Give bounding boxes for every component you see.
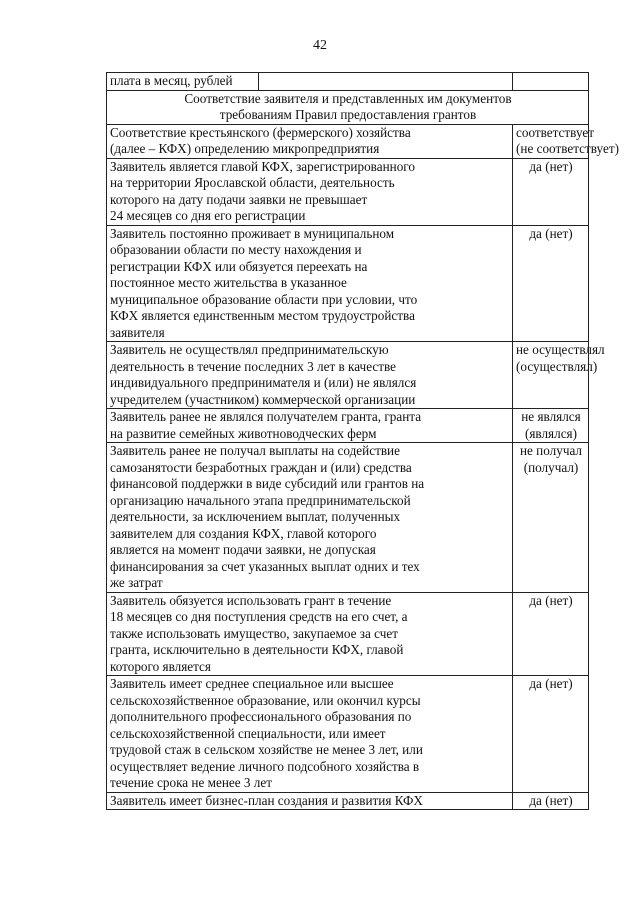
- criteria-row: [107, 792, 589, 810]
- criteria-value: [513, 342, 605, 409]
- criteria-line: заявителя: [110, 324, 165, 340]
- criteria-row: [107, 592, 589, 676]
- criteria-line: организацию начального этапа предпринимательской: [110, 492, 411, 508]
- criteria-line: деятельность в течение последних 3 лет в качестве: [110, 358, 396, 374]
- section-header-row: [107, 90, 589, 124]
- criteria-value-line: да (нет): [529, 225, 573, 241]
- criteria-text: [107, 225, 513, 342]
- criteria-value: [513, 592, 589, 676]
- criteria-value-line: да (нет): [529, 158, 573, 174]
- criteria-value: [513, 124, 619, 158]
- criteria-line: гранта, исключительно в деятельности КФХ, главой: [110, 642, 404, 657]
- criteria-row: [107, 443, 589, 593]
- criteria-row: [107, 676, 589, 793]
- criteria-line: которого является: [110, 658, 211, 674]
- criteria-value-line: да (нет): [529, 792, 573, 808]
- criteria-value-line: (не соответствует): [516, 141, 619, 156]
- criteria-line: Заявитель ранее не получал выплаты на содействие: [110, 443, 400, 458]
- criteria-value: [513, 792, 589, 810]
- top-row-label: плата в месяц, рублей: [107, 73, 259, 91]
- section-header: [107, 90, 589, 124]
- criteria-value-line: (получал): [523, 459, 579, 475]
- criteria-line: финансирования за счет указанных выплат одних и тех: [110, 558, 420, 574]
- criteria-line: течение срока не менее 3 лет: [110, 775, 272, 790]
- page-number: 42: [313, 38, 327, 53]
- criteria-value: [513, 676, 589, 793]
- criteria-line: сельскохозяйственное образование, или окончил курсы: [110, 692, 421, 708]
- criteria-row: [107, 342, 589, 409]
- criteria-line: является на момент подачи заявки, не допуская: [110, 542, 376, 557]
- criteria-line: дополнительного профессионального образования по: [110, 709, 412, 724]
- criteria-text: [107, 443, 513, 593]
- criteria-line: Заявитель обязуется использовать грант в течение: [110, 592, 392, 608]
- criteria-line: которого на дату подачи заявки не превышает: [110, 191, 368, 207]
- criteria-line: образовании области по месту нахождения и: [110, 242, 362, 257]
- criteria-line: Соответствие крестьянского (фермерского) хозяйства: [110, 124, 411, 140]
- criteria-line: Заявитель имеет среднее специальное или высшее: [110, 676, 394, 691]
- criteria-line: самозанятости безработных граждан и (или) средства: [110, 459, 412, 475]
- criteria-line: трудовой стаж в сельском хозяйстве не менее 3 лет, или: [110, 742, 423, 757]
- criteria-value: [513, 225, 589, 342]
- criteria-text: [107, 592, 513, 676]
- criteria-value-line: (осуществлял): [516, 358, 598, 374]
- criteria-text: [107, 409, 513, 443]
- criteria-line: Заявитель имеет бизнес-план создания и развития КФХ: [110, 792, 423, 808]
- criteria-line: Заявитель ранее не являлся получателем гранта, гранта: [110, 409, 422, 424]
- criteria-text: [107, 124, 513, 158]
- criteria-value-line: не являлся: [521, 409, 581, 424]
- criteria-text: [107, 158, 513, 225]
- criteria-text: [107, 342, 513, 409]
- criteria-line: индивидуального предпринимателя и (или) не являлся: [110, 375, 417, 390]
- requirements-table: [106, 72, 619, 810]
- criteria-line: сельскохозяйственной специальности, или имеет: [110, 725, 386, 741]
- section-header-line: Соответствие заявителя и представленных им документов: [184, 90, 512, 106]
- criteria-value: [513, 158, 589, 225]
- criteria-line: на территории Ярославской области, деятельность: [110, 175, 395, 190]
- criteria-line: деятельности, за исключением выплат, полученных: [110, 509, 401, 524]
- criteria-row: [107, 225, 589, 342]
- criteria-line: осуществляет ведение личного подсобного хозяйства в: [110, 758, 420, 774]
- criteria-line: (далее – КФХ) определению микропредприятия: [110, 141, 380, 156]
- criteria-line: постоянное место жительства в указанное: [110, 275, 347, 290]
- criteria-value: [513, 409, 589, 443]
- criteria-line: муниципальное образование области при условии, что: [110, 291, 418, 307]
- criteria-line: Заявитель не осуществлял предпринимательскую: [110, 342, 389, 357]
- criteria-line: 24 месяцев со дня его регистрации: [110, 208, 306, 223]
- criteria-row: [107, 124, 589, 158]
- criteria-value-line: не осуществлял: [516, 342, 605, 357]
- criteria-line: финансовой поддержки в виде субсидий или грантов на: [110, 476, 425, 491]
- criteria-line: учредителем (участником) коммерческой организации: [110, 391, 416, 407]
- criteria-value-line: да (нет): [529, 592, 573, 608]
- top-row-value-cell: [513, 73, 589, 91]
- criteria-row: [107, 409, 589, 443]
- criteria-value-line: да (нет): [529, 676, 573, 691]
- criteria-value-line: соответствует: [516, 124, 594, 140]
- criteria-line: Заявитель постоянно проживает в муниципальном: [110, 225, 395, 241]
- criteria-line: 18 месяцев со дня поступления средств на его счет, а: [110, 609, 408, 624]
- criteria-line: КФХ является единственным местом трудоустройства: [110, 308, 415, 323]
- criteria-text: [107, 676, 513, 793]
- criteria-value-line: не получал: [519, 443, 583, 458]
- section-header-line: требованиям Правил предоставления грантов: [219, 107, 477, 122]
- criteria-line: также использовать имущество, закупаемое за счет: [110, 625, 398, 641]
- criteria-line: же затрат: [110, 575, 163, 590]
- criteria-value: [513, 443, 589, 593]
- criteria-line: Заявитель является главой КФХ, зарегистрированного: [110, 158, 415, 174]
- criteria-line: заявителем для создания КФХ, главой которого: [110, 525, 377, 541]
- top-row: [107, 73, 589, 91]
- criteria-line: регистрации КФХ или обязуется переехать на: [110, 258, 368, 274]
- top-row-empty-cell: [259, 73, 513, 91]
- criteria-value-line: (являлся): [524, 425, 578, 441]
- criteria-row: [107, 158, 589, 225]
- criteria-text: [107, 792, 513, 810]
- criteria-line: на развитие семейных животноводческих ферм: [110, 425, 377, 441]
